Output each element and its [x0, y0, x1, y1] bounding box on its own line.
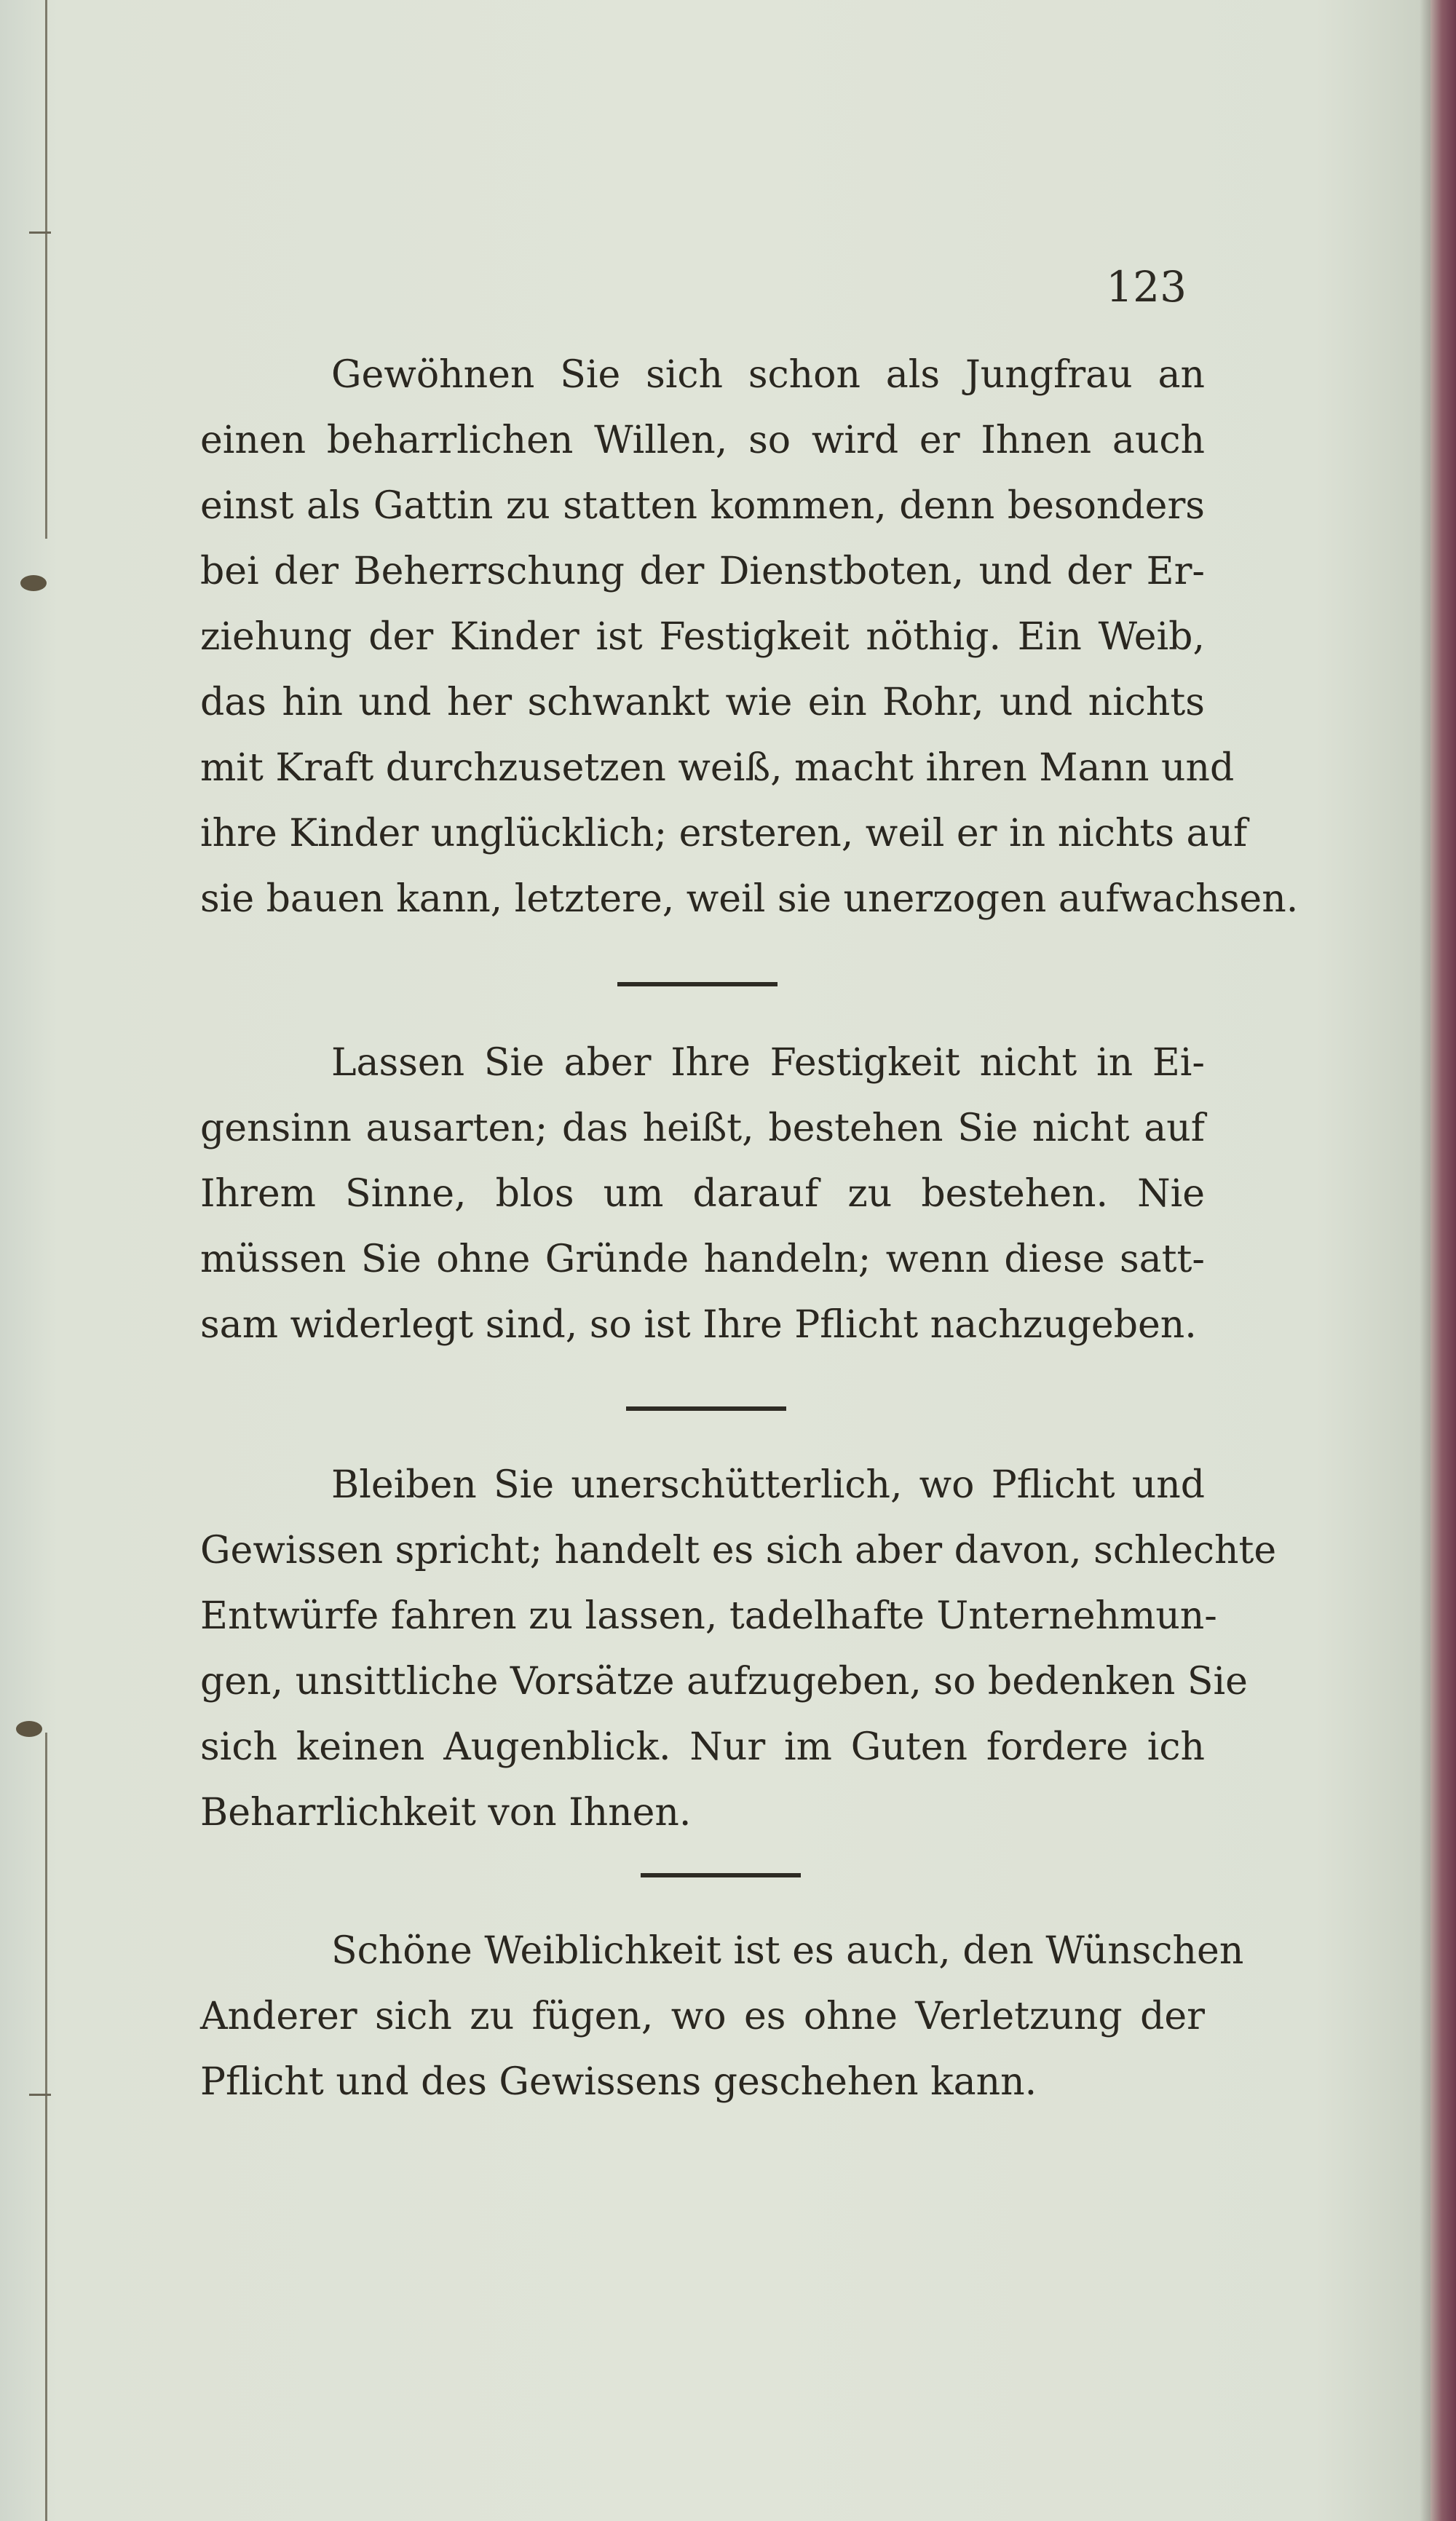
text-line: Entwürfe fahren zu lassen, tadelhafte Unternehmun-	[200, 1594, 1217, 1638]
gutter-tick	[29, 231, 51, 234]
text-line: mit Kraft durchzusetzen weiß, macht ihren Mann und	[200, 746, 1235, 790]
text-line: das hin und her schwankt wie ein Rohr, und nichts	[200, 681, 1205, 724]
text-line: einen beharrlichen Willen, so wird er Ihnen auch	[200, 419, 1205, 462]
section-divider	[626, 1406, 786, 1411]
text-line: ihre Kinder unglücklich; ersteren, weil er in nichts auf	[200, 812, 1248, 855]
text-line: Anderer sich zu fügen, wo es ohne Verletzung der	[200, 1995, 1205, 2038]
page-number: 123	[1106, 262, 1187, 312]
binding-thread-mark	[16, 1721, 42, 1737]
text-line: Pflicht und des Gewissens geschehen kann.	[200, 2060, 1037, 2104]
gutter-line	[45, 0, 47, 539]
gutter-tick	[29, 2094, 51, 2096]
text-line: gensinn ausarten; das heißt, bestehen Sie nicht auf	[200, 1107, 1205, 1150]
text-line: Ihrem Sinne, blos um darauf zu bestehen. Nie	[200, 1172, 1205, 1216]
text-line: gen, unsittliche Vorsätze aufzugeben, so bedenken Sie	[200, 1660, 1248, 1703]
text-line: Schöne Weiblichkeit ist es auch, den Wünschen	[331, 1929, 1244, 1973]
paragraph-2	[200, 1030, 1205, 1358]
binding-thread-mark	[20, 575, 47, 591]
book-cover-edge	[1431, 0, 1456, 2521]
paragraph-1	[200, 342, 1299, 932]
section-divider	[641, 1873, 801, 1877]
text-line: Beharrlichkeit von Ihnen.	[200, 1791, 692, 1835]
page-edge-shadow	[1420, 0, 1431, 2521]
text-line: Gewissen spricht; handelt es sich aber davon, schlechte	[200, 1529, 1277, 1572]
paragraph-3	[200, 1452, 1277, 1845]
text-line: bei der Beherrschung der Dienstboten, und der Er-	[200, 550, 1205, 593]
text-line: Bleiben Sie unerschütterlich, wo Pflicht und	[331, 1463, 1205, 1507]
text-line: ziehung der Kinder ist Festigkeit nöthig. Ein Weib,	[200, 615, 1205, 659]
text-line: müssen Sie ohne Gründe handeln; wenn diese satt-	[200, 1238, 1205, 1281]
text-line: einst als Gattin zu statten kommen, denn besonders	[200, 484, 1205, 528]
text-line: sam widerlegt sind, so ist Ihre Pflicht nachzugeben.	[200, 1303, 1197, 1347]
text-line: sie bauen kann, letztere, weil sie unerzogen aufwachsen.	[200, 877, 1299, 921]
section-divider	[617, 982, 778, 986]
paragraph-4	[200, 1918, 1244, 2115]
text-line: Lassen Sie aber Ihre Festigkeit nicht in Ei-	[331, 1041, 1205, 1085]
gutter-line	[45, 1733, 47, 2521]
text-line: Gewöhnen Sie sich schon als Jungfrau an	[331, 353, 1205, 397]
text-line: sich keinen Augenblick. Nur im Guten fordere ich	[200, 1725, 1205, 1769]
